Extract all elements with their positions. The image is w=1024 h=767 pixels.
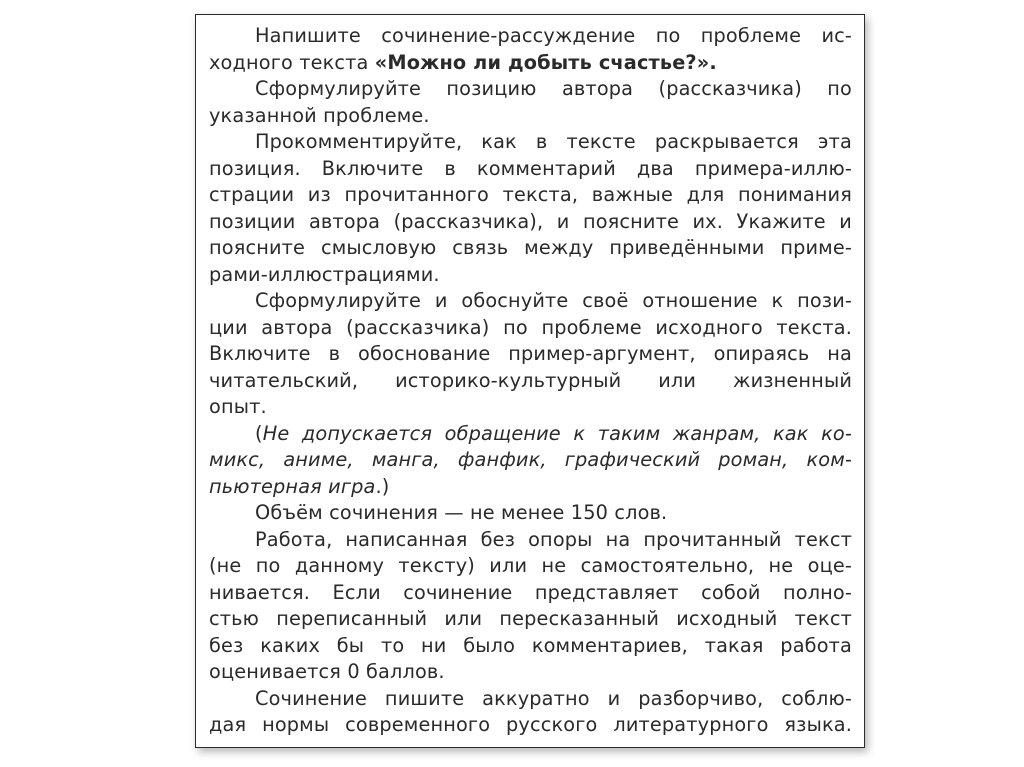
paragraph-2-line-1: Сформулируйте позицию автора (рассказчика) по xyxy=(255,77,852,100)
paragraph-4-line-5: опыт. xyxy=(209,395,267,418)
paragraph-7-line-1: Работа, написанная без опоры на прочитанный текст xyxy=(255,527,852,551)
note-open-paren: ( xyxy=(255,421,263,445)
assignment-text-card xyxy=(195,14,865,748)
genre-restriction-note: Не допускается обращение к таким жанрам, как ко- xyxy=(262,421,852,445)
essay-topic-title: «Можно ли добыть счастье?». xyxy=(374,50,717,74)
paragraph-4-line-1: Сформулируйте и обоснуйте своё отношение к пози- xyxy=(255,289,852,312)
paragraph-1-line-2 xyxy=(209,50,852,77)
paragraph-5-line-2: микс, аниме, манга, фанфик, графический роман, ком- xyxy=(209,448,852,471)
paragraph-1-line-1: Напишите сочинение-рассуждение по проблеме ис- xyxy=(255,24,852,47)
paragraph-3-line-1: Прокомментируйте, как в тексте раскрывается эта xyxy=(255,130,852,153)
paragraph-3-line-6: рами-иллюстрациями. xyxy=(209,262,440,286)
paragraph-4-line-3: Включите в обоснование пример-аргумент, опираясь на xyxy=(209,342,852,365)
paragraph-3-line-5: поясните смысловую связь между приведёнными приме- xyxy=(209,236,852,259)
paragraph-4-line-4: читательский, историко-культурный или жизненный xyxy=(209,368,852,392)
paragraph-3-line-3: страции из прочитанного текста, важные для понимания xyxy=(209,183,852,206)
note-close-paren: .) xyxy=(375,474,390,498)
paragraph-3-line-4: позиции автора (рассказчика), и поясните их. Укажите и xyxy=(209,209,852,233)
paragraph-5-line-3 xyxy=(209,474,852,501)
paragraph-1-text: ходного текста xyxy=(209,50,375,74)
paragraph-8-line-1: Сочинение пишите аккуратно и разборчиво, соблю- xyxy=(255,686,852,710)
paragraph-7-line-6: оценивается 0 баллов. xyxy=(209,660,445,683)
genre-restriction-note-end: пьютерная игра xyxy=(209,474,376,498)
paragraph-7-line-5: без каких бы то ни было комментариев, такая работа xyxy=(209,633,852,657)
paragraph-4-line-2: ции автора (рассказчика) по проблеме исходного текста. xyxy=(209,315,852,339)
assignment-text xyxy=(209,23,852,739)
paragraph-2-line-2: указанной проблеме. xyxy=(209,103,430,127)
paragraph-7-line-4: стью переписанный или пересказанный исходный текст xyxy=(209,607,852,630)
paragraph-6-line-1: Объём сочинения — не менее 150 слов. xyxy=(255,501,668,524)
paragraph-7-line-2: (не по данному тексту) или не самостоятельно, не оце- xyxy=(209,554,852,577)
paragraph-7-line-3: нивается. Если сочинение представляет собой полно- xyxy=(209,580,852,604)
paragraph-8-line-2: дая нормы современного русского литературного языка. xyxy=(209,713,852,736)
paragraph-5-line-1 xyxy=(209,421,852,448)
paragraph-3-line-2: позиция. Включите в комментарий два примера-иллю- xyxy=(209,156,852,180)
